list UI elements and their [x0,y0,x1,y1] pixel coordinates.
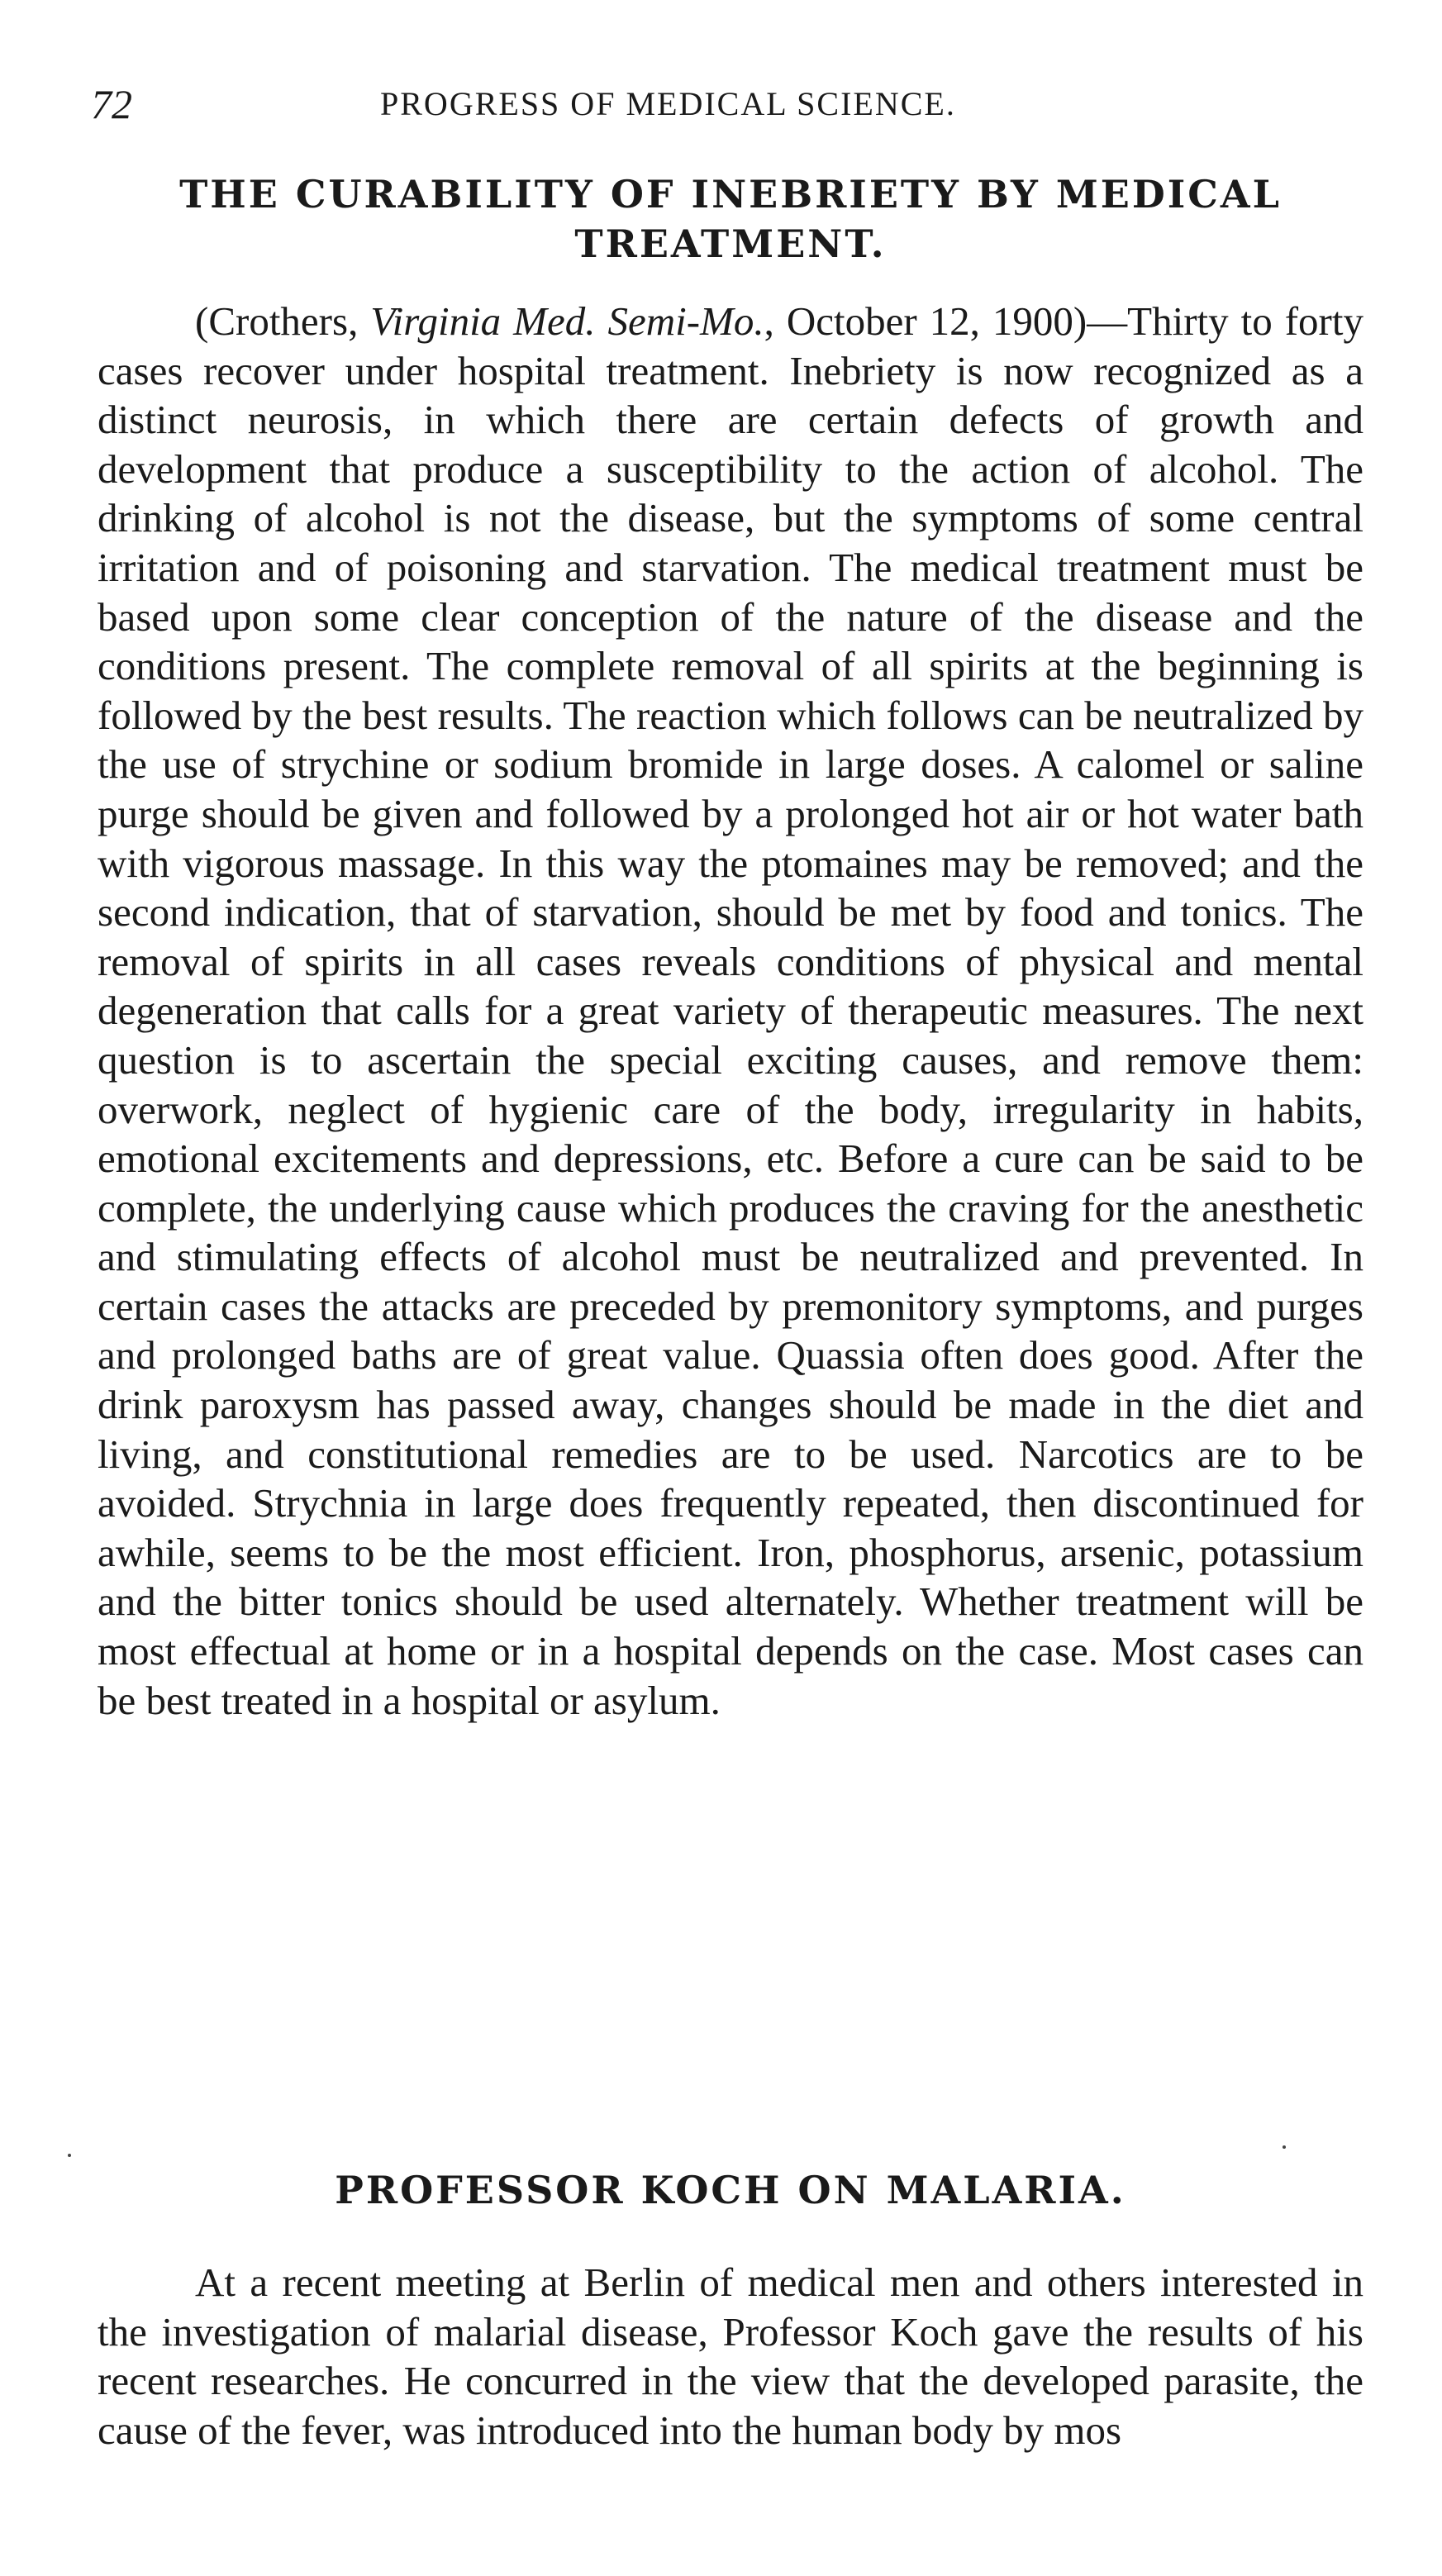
article-title: PROFESSOR KOCH ON MALARIA. [335,2168,1126,2212]
page-number: 72 [91,81,132,127]
article-inebriety [98,169,1363,1725]
running-head [91,79,1363,129]
running-title: PROGRESS OF MEDICAL SCIENCE. [380,85,956,122]
journal-name: Virginia Med. Semi-Mo. [370,298,764,344]
citation-prefix: (Crothers, [195,298,371,344]
article-koch-malaria [98,2165,1363,2455]
body-text: Thirty to forty cases recover under hospital treatment. Inebriety is now recognized as a distinct neurosis, in which there are certain defects of growth and development that produce a susceptibility to the action of alcohol. The drinking of alcohol is not the disease, but the symptoms of some central irritation and of poisoning and starvation. The medical treatment must be based upon some clear conception of the nature of the disease and the conditions present. The complete removal of all spirits at the beginning is followed by the best results. The reaction which follows can be neutralized by the use of strychine or sodium bromide in large doses. A calomel or saline purge should be given and followed by a prolonged hot air or hot water bath with vigorous massage. In this way the ptomaines may be removed; and the second indication, that of starvation, should be met by food and tonics. The removal of spirits in all cases reveals conditions of physical and mental degeneration that calls for a great variety of therapeutic measures. The next question is to ascertain the special exciting causes, and remove them: overwork, neglect of hygienic care of the body, irregularity in habits, emotional excitements and depressions, etc. Before a cure can be said to be complete, the underlying cause which produces the craving for the anesthetic and stimulating effects of alcohol must be neutralized and prevented. In certain cases the attacks are preceded by premonitory symptoms, and purges and prolonged baths are of great value. Quassia often does good. After the drink paroxysm has passed away, changes should be made in the diet and living, and constitutional remedies are to be used. Narcotics are to be avoided. Strychnia in large does frequently repeated, then discontinued for awhile, seems to be the most efficient. Iron, phosphorus, arsenic, potassium and the bitter tonics should be used alternately. Whether treatment will be most effectual at home or in a hospital depends on the case. Most cases can be best treated in a hospital or asylum. [98,298,1363,1723]
citation-date: , October 12, 1900)— [764,298,1128,344]
print-speck [68,2154,71,2157]
article-title: THE CURABILITY OF INEBRIETY BY MEDICAL TREATMENT. [179,172,1282,266]
print-speck [1283,2145,1286,2149]
body-text: At a recent meeting at Berlin of medical men and others interested in the investigation of malarial disease, Professor Koch gave the results of his recent researches. He concurred in the view that the developed parasite, the cause of the fever, was introduced into the human body by mos [98,2259,1363,2453]
article-body [98,2258,1363,2455]
article-body [98,297,1363,1725]
